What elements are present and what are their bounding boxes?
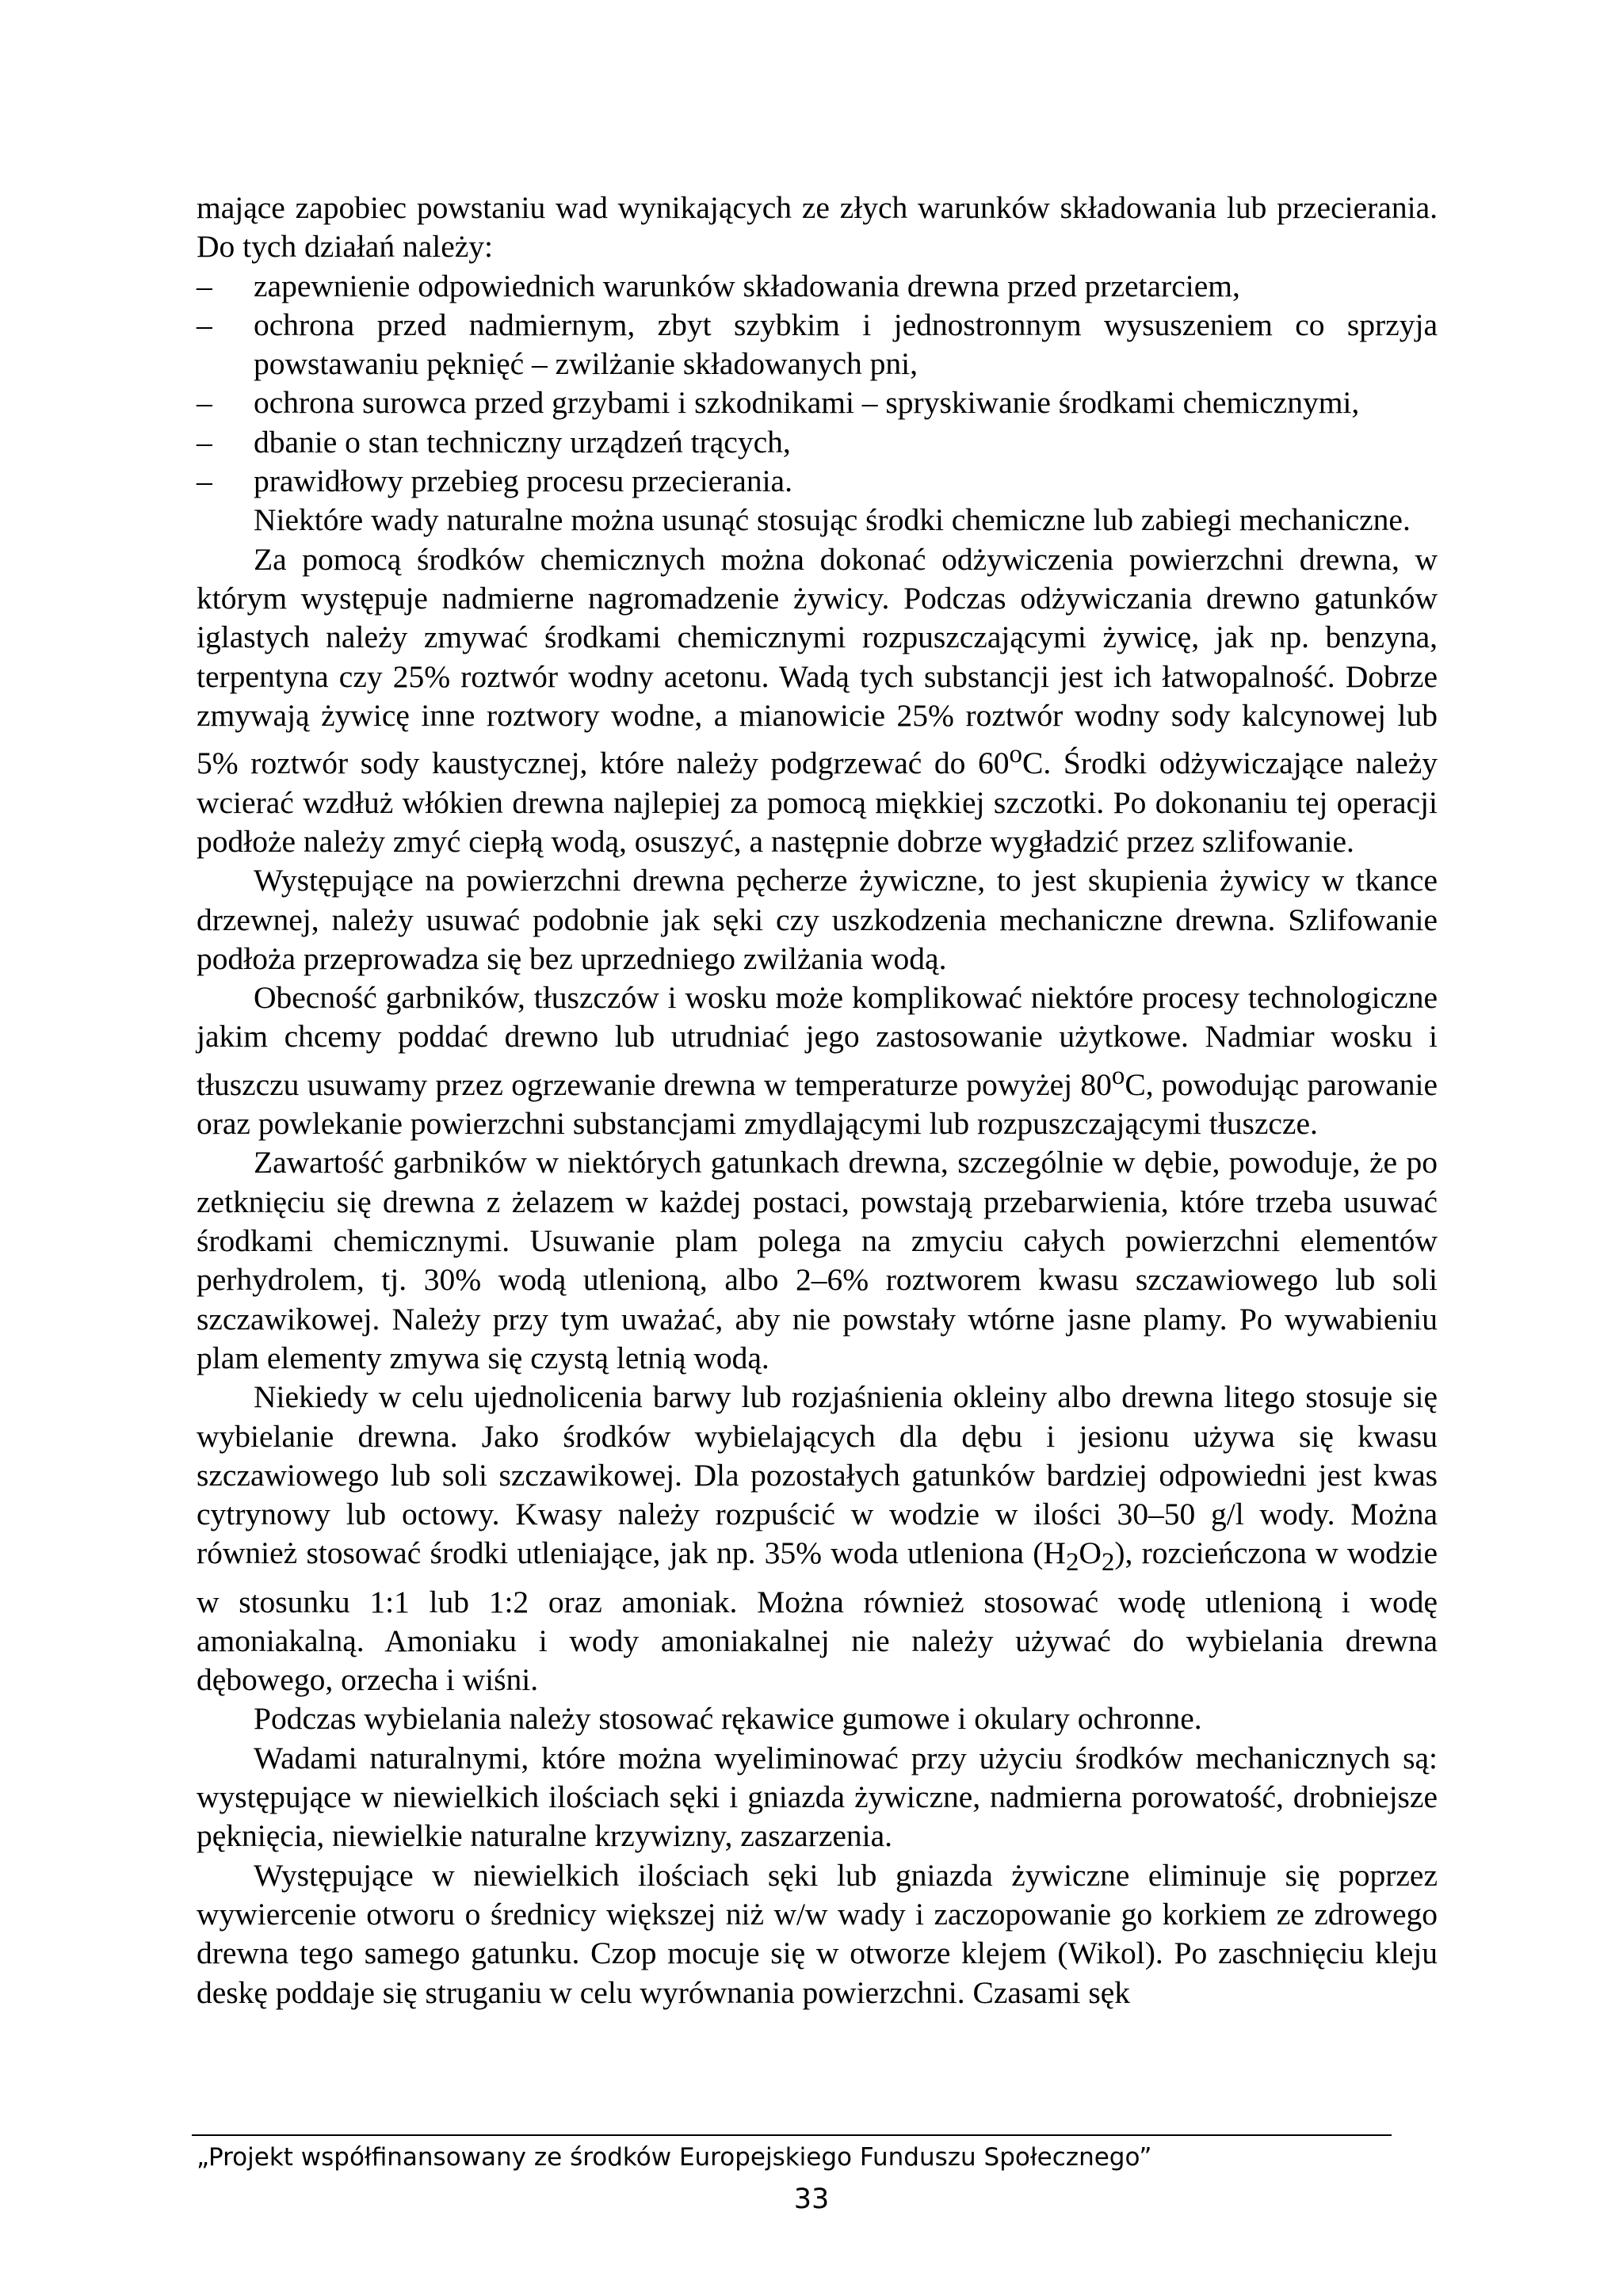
paragraph-9: Występujące w niewielkich ilościach sęki lub gniazda żywiczne eliminuje się poprzez wywiercenie otworu o średnicy większej niż w/w wady i zaczopowanie go korkiem ze zdrowego drewna tego samego gatunku. Czop mocuje się w otworze klejem (Wikol). Po zaschnięciu kleju deskę poddaje się struganiu w celu wyrównania powierzchni. Czasami sęk [197,1857,1438,2010]
paragraph-1: Niektóre wady naturalne można usunąć stosując środki chemiczne lub zabiegi mechaniczne. [254,502,1411,538]
measures-list [197,267,1438,502]
paragraph-2: Za pomocą środków chemicznych można dokonać odżywiczenia powierzchni drewna, w którym występuje nadmierne nagromadzenie żywicy. Podczas odżywiczania drewno gatunków iglastych należy zmywać środkami chemicznymi rozpuszczającymi żywicę, jak np. benzyna, terpentyna czy 25% roztwór wodny acetonu. Wadą tych substancji jest ich łatwopalność. Dobrze zmywają żywicę inne roztwory wodne, a mianowicie 25% roztwór wodny sody kalcynowej lub 5% roztwór sody kaustycznej, które należy podgrzewać do 60$^o$C. Środki odżywiczające należy wcierać wzdłuż włókien drewna najlepiej za pomocą miękkiej szczotki. Po dokonaniu tej operacji podłoże należy zmyć ciepłą wodą, osuszyć, a następnie dobrze wygładzić przez szlifowanie. [197,541,1438,859]
footer-divider [192,2134,1392,2136]
formula-subscript: 2 [1065,1548,1079,1577]
body-text [197,189,1438,2012]
degree-superscript: o [1009,740,1022,769]
list-dash: – [197,385,212,421]
footer-text: „Projekt współfinansowany ze środków Europejskiego Funduszu Społecznego” [197,2143,1152,2172]
degree-superscript: o [1111,1061,1125,1090]
formula-subscript: 2 [1101,1548,1115,1577]
page-number: 33 [793,2183,830,2215]
list-dash: – [197,463,212,499]
list-item: – ochrona surowca przed grzybami i szkodnikami – spryskiwanie środkami chemicznymi, [197,383,1438,422]
intro-text: mające zapobiec powstaniu wad wynikających ze złych warunków składowania lub przecierania. Do tych działań należy: [197,190,1438,265]
paragraph-6: Niekiedy w celu ujednolicenia barwy lub rozjaśnienia okleiny albo drewna litego stosuje się wybielanie drewna. Jako środków wybielających dla dębu i jesionu używa się kwasu szczawiowego lub soli szczawikowej. Dla pozostałych gatunków bardziej odpowiedni jest kwas cytrynowy lub octowy. Kwasy należy rozpuścić w wodzie w ilości 30–50 g/l wody. Można również stosować środki utleniające, jak np. 35% woda utleniona $(H_2O_2)$, rozcieńczona w wodzie w stosunku 1:1 lub 1:2 oraz amoniak. Można również stosować wodę utlenioną i wodę amoniakalną. Amoniaku i wody amoniakalnej nie należy używać do wybielania drewna dębowego, orzecha i wiśni. [197,1379,1438,1698]
list-item: – prawidłowy przebieg procesu przecierania. [197,462,1438,501]
paragraph-3: Występujące na powierzchni drewna pęcherze żywiczne, to jest skupienia żywicy w tkance drzewnej, należy usuwać podobnie jak sęki czy uszkodzenia mechaniczne drewna. Szlifowanie podłoża przeprowadza się bez uprzedniego zwilżania wodą. [197,863,1438,976]
paragraph-7: Podczas wybielania należy stosować rękawice gumowe i okulary ochronne. [254,1701,1202,1737]
paragraph-4: Obecność garbników, tłuszczów i wosku może komplikować niektóre procesy technologiczne jakim chcemy poddać drewno lub utrudniać jego zastosowanie użytkowe. Nadmiar wosku i tłuszczu usuwamy przez ogrzewanie drewna w temperaturze powyżej 80$^o$C, powodując parowanie oraz powlekanie powierzchni substancjami zmydlającymi lub rozpuszczającymi tłuszcze. [197,980,1438,1142]
list-item: – ochrona przed nadmiernym, zbyt szybkim i jednostronnym wysuszeniem co sprzyja powstawaniu pęknięć – zwilżanie składowanych pni, [197,307,1438,382]
intro-paragraph [197,189,1438,267]
list-item: – zapewnienie odpowiednich warunków składowania drewna przed przetarciem, [197,267,1438,306]
list-dash: – [197,307,212,342]
paragraph-8: Wadami naturalnymi, które można wyeliminować przy użyciu środków mechanicznych są: występujące w niewielkich ilościach sęki i gniazda żywiczne, nadmierna porowatość, drobniejsze pęknięcia, niewielkie naturalne krzywizny, zaszarzenia. [197,1740,1438,1854]
list-dash: – [197,424,212,460]
paragraph-5: Zawartość garbników w niektórych gatunkach drewna, szczególnie w dębie, powoduje, że po zetknięciu się drewna z żelazem w każdej postaci, powstają przebarwienia, które trzeba usuwać środkami chemicznymi. Usuwanie plam polega na zmyciu całych powierzchni elementów perhydrolem, tj. 30% wodą utlenioną, albo 2–6% roztworem kwasu szczawiowego lub soli szczawikowej. Należy przy tym uważać, aby nie powstały wtórne jasne plamy. Po wywabieniu plam elementy zmywa się czystą letnią wodą. [197,1145,1438,1375]
list-item: – dbanie o stan techniczny urządzeń trących, [197,423,1438,462]
list-dash: – [197,268,212,303]
